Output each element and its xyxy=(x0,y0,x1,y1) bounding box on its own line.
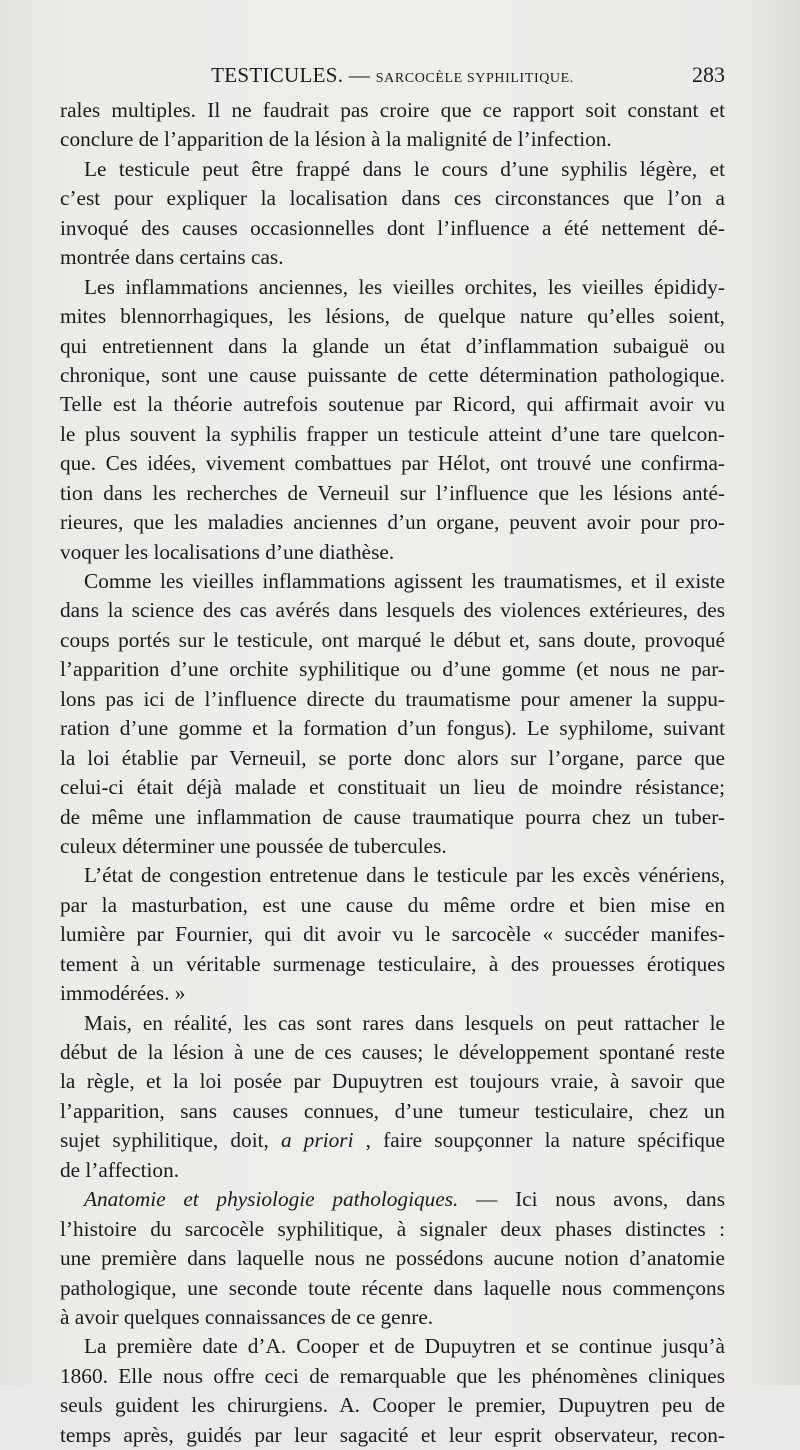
text-line: ration d’une gomme et la formation d’un fongus). Le syphilome, suivant xyxy=(60,716,725,741)
text-line: le plus souvent la syphilis frapper un testicule atteint d’une tare quelcon- xyxy=(60,421,725,446)
header-subtitle: SARCOCÈLE SYPHILITIQUE. xyxy=(375,71,574,86)
text-line: voquer les localisations d’une diathèse. xyxy=(60,539,395,564)
text-line: la règle, et la loi posée par Dupuytren est toujours vraie, à savoir que xyxy=(60,1069,725,1094)
text-line: Telle est la théorie autrefois soutenue par Ricord, qui affirmait avoir vu xyxy=(60,392,725,417)
text-line: lons pas ici de l’influence directe du traumatisme pour amener la suppu- xyxy=(60,686,725,711)
text-line: pathologique, une seconde toute récente dans laquelle nous commençons xyxy=(60,1275,725,1300)
text-line: chronique, sont une cause puissante de cette détermination pathologique. xyxy=(60,362,725,387)
text-line: coups portés sur le testicule, ont marqué le début et, sans doute, provoqué xyxy=(60,627,725,652)
text-line: l’apparition d’une orchite syphilitique ou d’une gomme (et nous ne par- xyxy=(60,657,725,682)
text-line: La première date d’A. Cooper et de Dupuytren et se continue jusqu’à xyxy=(84,1334,725,1359)
text-line: l’histoire du sarcocèle syphilitique, à signaler deux phases distinctes : xyxy=(60,1216,725,1241)
text-line: tement à un véritable surmenage testiculaire, à des prouesses érotiques xyxy=(60,951,725,976)
text-line: que. Ces idées, vivement combattues par Hélot, ont trouvé une confirma- xyxy=(60,451,725,476)
text-line: l’apparition, sans causes connues, d’une tumeur testiculaire, chez un xyxy=(60,1098,725,1123)
text-line: tion dans les recherches de Verneuil sur l’influence que les lésions anté- xyxy=(60,480,725,505)
text-line: la loi établie par Verneuil, se porte donc alors sur l’organe, parce que xyxy=(60,745,725,770)
page-number: 283 xyxy=(692,62,725,87)
text-line: Comme les vieilles inflammations agissent les traumatismes, et il existe xyxy=(84,569,725,593)
header-dash: — xyxy=(348,63,371,87)
text-line: mites blennorrhagiques, les lésions, de quelque nature qu’elles soient, xyxy=(60,304,725,329)
text-line: L’état de congestion entretenue dans le testicule par les excès vénériens, xyxy=(84,863,725,888)
text-line: montrée dans certains cas. xyxy=(60,245,284,270)
text-line: qui entretiennent dans la glande un état d’inflammation subaiguë ou xyxy=(60,333,725,358)
text-line: immodérées. » xyxy=(60,981,186,1006)
text-line: lumière par Fournier, qui dit avoir vu le sarcocèle « succéder manifes- xyxy=(60,922,725,947)
text-line: rieures, que les maladies anciennes d’un organe, peuvent avoir pour pro- xyxy=(60,510,725,535)
running-header xyxy=(60,58,725,92)
text-line: de l’affection. xyxy=(60,1157,180,1182)
running-title xyxy=(60,58,725,96)
italic-term: a priori xyxy=(281,1128,354,1153)
text-line: conclure de l’apparition de la lésion à la malignité de l’infection. xyxy=(60,127,612,152)
text-line: de même une inflammation de cause traumatique pourra chez un tuber- xyxy=(60,804,725,829)
text-line: sujet syphilitique, doit, a priori , faire soupçonner la nature spécifique xyxy=(60,1128,725,1153)
text-line: seuls guident les chirurgiens. A. Cooper le premier, Dupuytren peu de xyxy=(60,1393,725,1418)
text-line: celui-ci était déjà malade et constituait un lieu de moindre résistance; xyxy=(60,775,725,800)
text-line: temps après, guidés par leur sagacité et leur esprit observateur, recon- xyxy=(60,1422,725,1447)
text-line: c’est pour expliquer la localisation dans ces circonstances que l’on a xyxy=(60,186,725,211)
text-line: début de la lésion à une de ces causes; le développement spontané reste xyxy=(60,1040,725,1064)
text-line: dans la science des cas avérés dans lesquels des violences extérieures, des xyxy=(60,598,725,623)
text-line: Le testicule peut être frappé dans le cours d’une syphilis légère, et xyxy=(84,156,725,181)
text-line: rales multiples. Il ne faudrait pas croire que ce rapport soit constant et xyxy=(60,98,725,122)
text-line: par la masturbation, est une cause du même ordre et bien mise en xyxy=(60,892,725,917)
text-line: invoqué des causes occasionnelles dont l’influence a été nettement dé- xyxy=(60,215,725,240)
text-line: à avoir quelques connaissances de ce genre. xyxy=(60,1304,434,1329)
text-line: culeux déterminer une poussée de tubercules. xyxy=(60,833,447,858)
text-line: Anatomie et physiologie pathologiques. — Ici nous avons, dans xyxy=(84,1187,725,1212)
text-line: 1860. Elle nous offre ceci de remarquable que les phénomènes cliniques xyxy=(60,1363,725,1388)
text-line: une première dans laquelle nous ne possédons aucune notion d’anatomie xyxy=(60,1246,725,1271)
header-title: TESTICULES. xyxy=(211,63,344,87)
body-text xyxy=(60,96,725,1450)
text-line: Mais, en réalité, les cas sont rares dans lesquels on peut rattacher le xyxy=(84,1010,725,1035)
text-line: Les inflammations anciennes, les vieilles orchites, les vieilles épididy- xyxy=(84,274,725,299)
section-heading: Anatomie et physiologie pathologiques. xyxy=(84,1187,459,1212)
